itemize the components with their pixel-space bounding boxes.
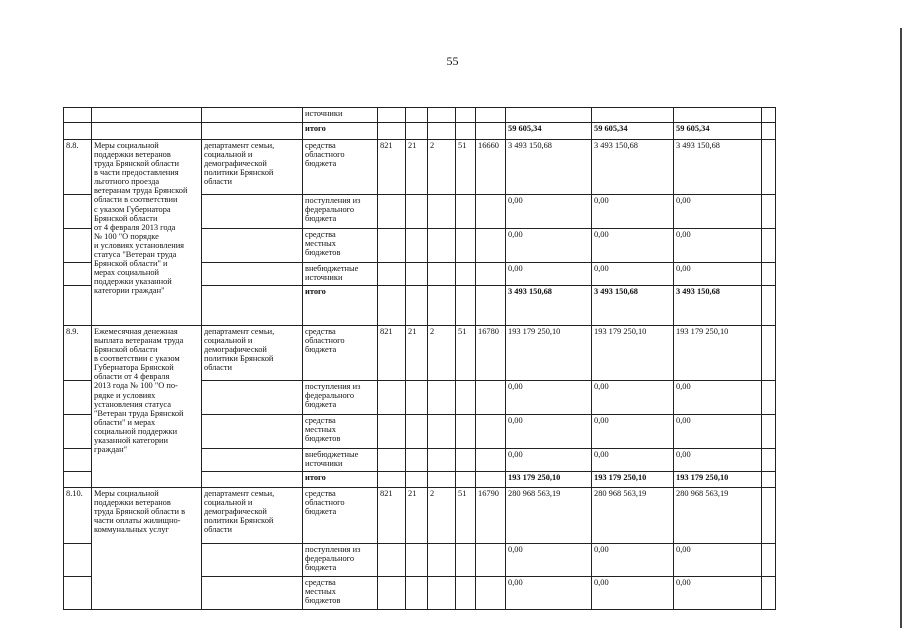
extra-cell <box>762 123 776 140</box>
amount-year-3: 0,00 <box>674 577 762 610</box>
source-cell: средства местных бюджетов <box>303 577 378 610</box>
table-row <box>64 108 776 123</box>
source-cell: средства областного бюджета <box>303 488 378 544</box>
code-cell <box>428 195 456 229</box>
code-cell <box>456 195 476 229</box>
amount-year-3: 0,00 <box>674 544 762 577</box>
amount-year-3: 280 968 563,19 <box>674 488 762 544</box>
code-cell <box>456 108 476 123</box>
extra-cell <box>762 472 776 488</box>
code-cell <box>456 577 476 610</box>
code-cell <box>476 286 506 326</box>
source-cell: средства местных бюджетов <box>303 415 378 449</box>
amount-year-2: 0,00 <box>592 381 674 415</box>
code-cell <box>378 108 406 123</box>
amount-year-1: 193 179 250,10 <box>506 472 592 488</box>
code-cell: 21 <box>406 140 428 195</box>
num-cell <box>64 195 92 229</box>
amount-year-1: 193 179 250,10 <box>506 326 592 381</box>
amount-year-3 <box>674 108 762 123</box>
amount-year-3: 0,00 <box>674 229 762 263</box>
amount-year-2: 59 605,34 <box>592 123 674 140</box>
code-cell <box>406 286 428 326</box>
amount-year-3: 0,00 <box>674 415 762 449</box>
amount-year-2: 0,00 <box>592 449 674 472</box>
executor-cell <box>202 286 303 326</box>
code-cell: 2 <box>428 488 456 544</box>
amount-year-2: 3 493 150,68 <box>592 286 674 326</box>
code-cell <box>428 263 456 286</box>
amount-year-2: 0,00 <box>592 195 674 229</box>
extra-cell <box>762 195 776 229</box>
amount-year-2: 193 179 250,10 <box>592 472 674 488</box>
amount-year-3: 0,00 <box>674 263 762 286</box>
extra-cell <box>762 108 776 123</box>
code-cell: 21 <box>406 488 428 544</box>
code-cell <box>456 123 476 140</box>
num-cell <box>64 286 92 326</box>
code-cell <box>476 544 506 577</box>
code-cell <box>378 195 406 229</box>
amount-year-3: 0,00 <box>674 449 762 472</box>
executor-cell <box>202 108 303 123</box>
source-cell: источники <box>303 108 378 123</box>
code-cell <box>456 544 476 577</box>
amount-year-1: 0,00 <box>506 229 592 263</box>
code-cell <box>428 415 456 449</box>
amount-year-3: 0,00 <box>674 195 762 229</box>
code-cell <box>428 381 456 415</box>
amount-year-1: 0,00 <box>506 577 592 610</box>
extra-cell <box>762 415 776 449</box>
extra-cell <box>762 140 776 195</box>
code-cell <box>406 108 428 123</box>
code-cell <box>406 472 428 488</box>
amount-year-2: 0,00 <box>592 415 674 449</box>
code-cell: 821 <box>378 140 406 195</box>
code-cell: 2 <box>428 326 456 381</box>
code-cell <box>378 286 406 326</box>
num-cell <box>64 544 92 577</box>
code-cell <box>428 577 456 610</box>
extra-cell <box>762 381 776 415</box>
extra-cell <box>762 229 776 263</box>
executor-cell <box>202 472 303 488</box>
code-cell <box>476 108 506 123</box>
code-cell: 2 <box>428 140 456 195</box>
page-number: 55 <box>446 54 459 68</box>
code-cell <box>476 229 506 263</box>
item-name: Меры социальной поддержки ветеранов труда Брянской области в части предоставления льготного проезда ветеранам труда Брянской области в соответствии с указом Губернатора Брянской области от 4 февраля 2013 года № 100 "О порядке и условиях установления статуса "Ветеран труда Брянской области" и мерах социальной поддержки указанной категории граждан" <box>92 140 202 326</box>
executor-cell <box>202 449 303 472</box>
code-cell: 51 <box>456 140 476 195</box>
code-cell <box>378 229 406 263</box>
num-cell <box>64 472 92 488</box>
code-cell <box>378 544 406 577</box>
amount-year-1 <box>506 108 592 123</box>
code-cell <box>456 449 476 472</box>
item-executor: департамент семьи, социальной и демографической политики Брянской области <box>202 488 303 544</box>
code-cell: 16780 <box>476 326 506 381</box>
amount-year-2: 0,00 <box>592 229 674 263</box>
amount-year-1: 59 605,34 <box>506 123 592 140</box>
executor-cell <box>202 577 303 610</box>
code-cell <box>456 229 476 263</box>
amount-year-1: 0,00 <box>506 449 592 472</box>
executor-cell <box>202 544 303 577</box>
extra-cell <box>762 326 776 381</box>
page-edge-shadow <box>900 28 902 628</box>
executor-cell <box>202 415 303 449</box>
amount-year-3: 3 493 150,68 <box>674 140 762 195</box>
executor-cell <box>202 123 303 140</box>
code-cell <box>406 263 428 286</box>
code-cell <box>406 123 428 140</box>
item-executor: департамент семьи, социальной и демографической политики Брянской области <box>202 140 303 195</box>
code-cell <box>476 263 506 286</box>
amount-year-3: 193 179 250,10 <box>674 326 762 381</box>
code-cell <box>428 544 456 577</box>
source-cell: итого <box>303 123 378 140</box>
amount-year-2: 0,00 <box>592 544 674 577</box>
amount-year-2: 280 968 563,19 <box>592 488 674 544</box>
executor-cell <box>202 263 303 286</box>
budget-table <box>63 107 776 610</box>
amount-year-1: 0,00 <box>506 195 592 229</box>
extra-cell <box>762 544 776 577</box>
item-name: Меры социальной поддержки ветеранов труда Брянской области в части оплаты жилищно- коммунальных услуг <box>92 488 202 610</box>
extra-cell <box>762 577 776 610</box>
code-cell <box>378 263 406 286</box>
code-cell <box>428 449 456 472</box>
code-cell <box>476 449 506 472</box>
extra-cell <box>762 488 776 544</box>
code-cell: 21 <box>406 326 428 381</box>
code-cell: 821 <box>378 326 406 381</box>
code-cell <box>476 195 506 229</box>
amount-year-2 <box>592 108 674 123</box>
code-cell <box>476 123 506 140</box>
source-cell: поступления из федерального бюджета <box>303 544 378 577</box>
amount-year-3: 3 493 150,68 <box>674 286 762 326</box>
item-number: 8.9. <box>64 326 92 381</box>
num-cell <box>64 449 92 472</box>
code-cell <box>406 577 428 610</box>
source-cell: средства областного бюджета <box>303 326 378 381</box>
amount-year-1: 0,00 <box>506 263 592 286</box>
code-cell <box>456 286 476 326</box>
extra-cell <box>762 286 776 326</box>
source-cell: внебюджетные источники <box>303 449 378 472</box>
source-cell: итого <box>303 286 378 326</box>
amount-year-2: 0,00 <box>592 577 674 610</box>
code-cell <box>456 415 476 449</box>
table-row <box>64 123 776 140</box>
code-cell: 51 <box>456 326 476 381</box>
amount-year-1: 0,00 <box>506 415 592 449</box>
amount-year-1: 3 493 150,68 <box>506 286 592 326</box>
code-cell <box>476 381 506 415</box>
item-number: 8.10. <box>64 488 92 544</box>
item-number: 8.8. <box>64 140 92 195</box>
num-cell <box>64 263 92 286</box>
amount-year-1: 0,00 <box>506 544 592 577</box>
code-cell: 16790 <box>476 488 506 544</box>
table-row <box>64 140 776 195</box>
table-row <box>64 488 776 544</box>
name-cell <box>92 123 202 140</box>
num-cell <box>64 108 92 123</box>
amount-year-3: 59 605,34 <box>674 123 762 140</box>
code-cell <box>428 229 456 263</box>
code-cell <box>428 286 456 326</box>
amount-year-1: 3 493 150,68 <box>506 140 592 195</box>
source-cell: средства местных бюджетов <box>303 229 378 263</box>
code-cell <box>476 577 506 610</box>
code-cell <box>406 449 428 472</box>
code-cell <box>456 472 476 488</box>
num-cell <box>64 415 92 449</box>
code-cell <box>406 195 428 229</box>
source-cell: внебюджетные источники <box>303 263 378 286</box>
code-cell <box>456 381 476 415</box>
code-cell: 821 <box>378 488 406 544</box>
code-cell: 16660 <box>476 140 506 195</box>
code-cell <box>406 415 428 449</box>
num-cell <box>64 381 92 415</box>
code-cell <box>406 544 428 577</box>
code-cell <box>378 381 406 415</box>
amount-year-3: 0,00 <box>674 381 762 415</box>
amount-year-1: 280 968 563,19 <box>506 488 592 544</box>
num-cell <box>64 577 92 610</box>
code-cell <box>428 472 456 488</box>
code-cell <box>378 415 406 449</box>
source-cell: средства областного бюджета <box>303 140 378 195</box>
code-cell <box>406 229 428 263</box>
item-name: Ежемесячная денежная выплата ветеранам труда Брянской области в соответствии с указом Губернатора Брянской области от 4 февраля 2013 года № 100 "О по- рядке и условиях установления статуса "Ветеран труда Брянской области" и мерах социальной поддержки указанной категории граждан" <box>92 326 202 488</box>
amount-year-3: 193 179 250,10 <box>674 472 762 488</box>
item-executor: департамент семьи, социальной и демографической политики Брянской области <box>202 326 303 381</box>
table-row <box>64 326 776 381</box>
code-cell <box>456 263 476 286</box>
amount-year-2: 0,00 <box>592 263 674 286</box>
executor-cell <box>202 381 303 415</box>
code-cell <box>428 123 456 140</box>
source-cell: итого <box>303 472 378 488</box>
code-cell <box>476 415 506 449</box>
source-cell: поступления из федерального бюджета <box>303 381 378 415</box>
code-cell <box>378 577 406 610</box>
num-cell <box>64 123 92 140</box>
amount-year-1: 0,00 <box>506 381 592 415</box>
code-cell: 51 <box>456 488 476 544</box>
amount-year-2: 193 179 250,10 <box>592 326 674 381</box>
num-cell <box>64 229 92 263</box>
amount-year-2: 3 493 150,68 <box>592 140 674 195</box>
extra-cell <box>762 263 776 286</box>
extra-cell <box>762 449 776 472</box>
executor-cell <box>202 229 303 263</box>
code-cell <box>378 472 406 488</box>
name-cell <box>92 108 202 123</box>
code-cell <box>406 381 428 415</box>
source-cell: поступления из федерального бюджета <box>303 195 378 229</box>
code-cell <box>378 123 406 140</box>
code-cell <box>378 449 406 472</box>
code-cell <box>476 472 506 488</box>
code-cell <box>428 108 456 123</box>
executor-cell <box>202 195 303 229</box>
